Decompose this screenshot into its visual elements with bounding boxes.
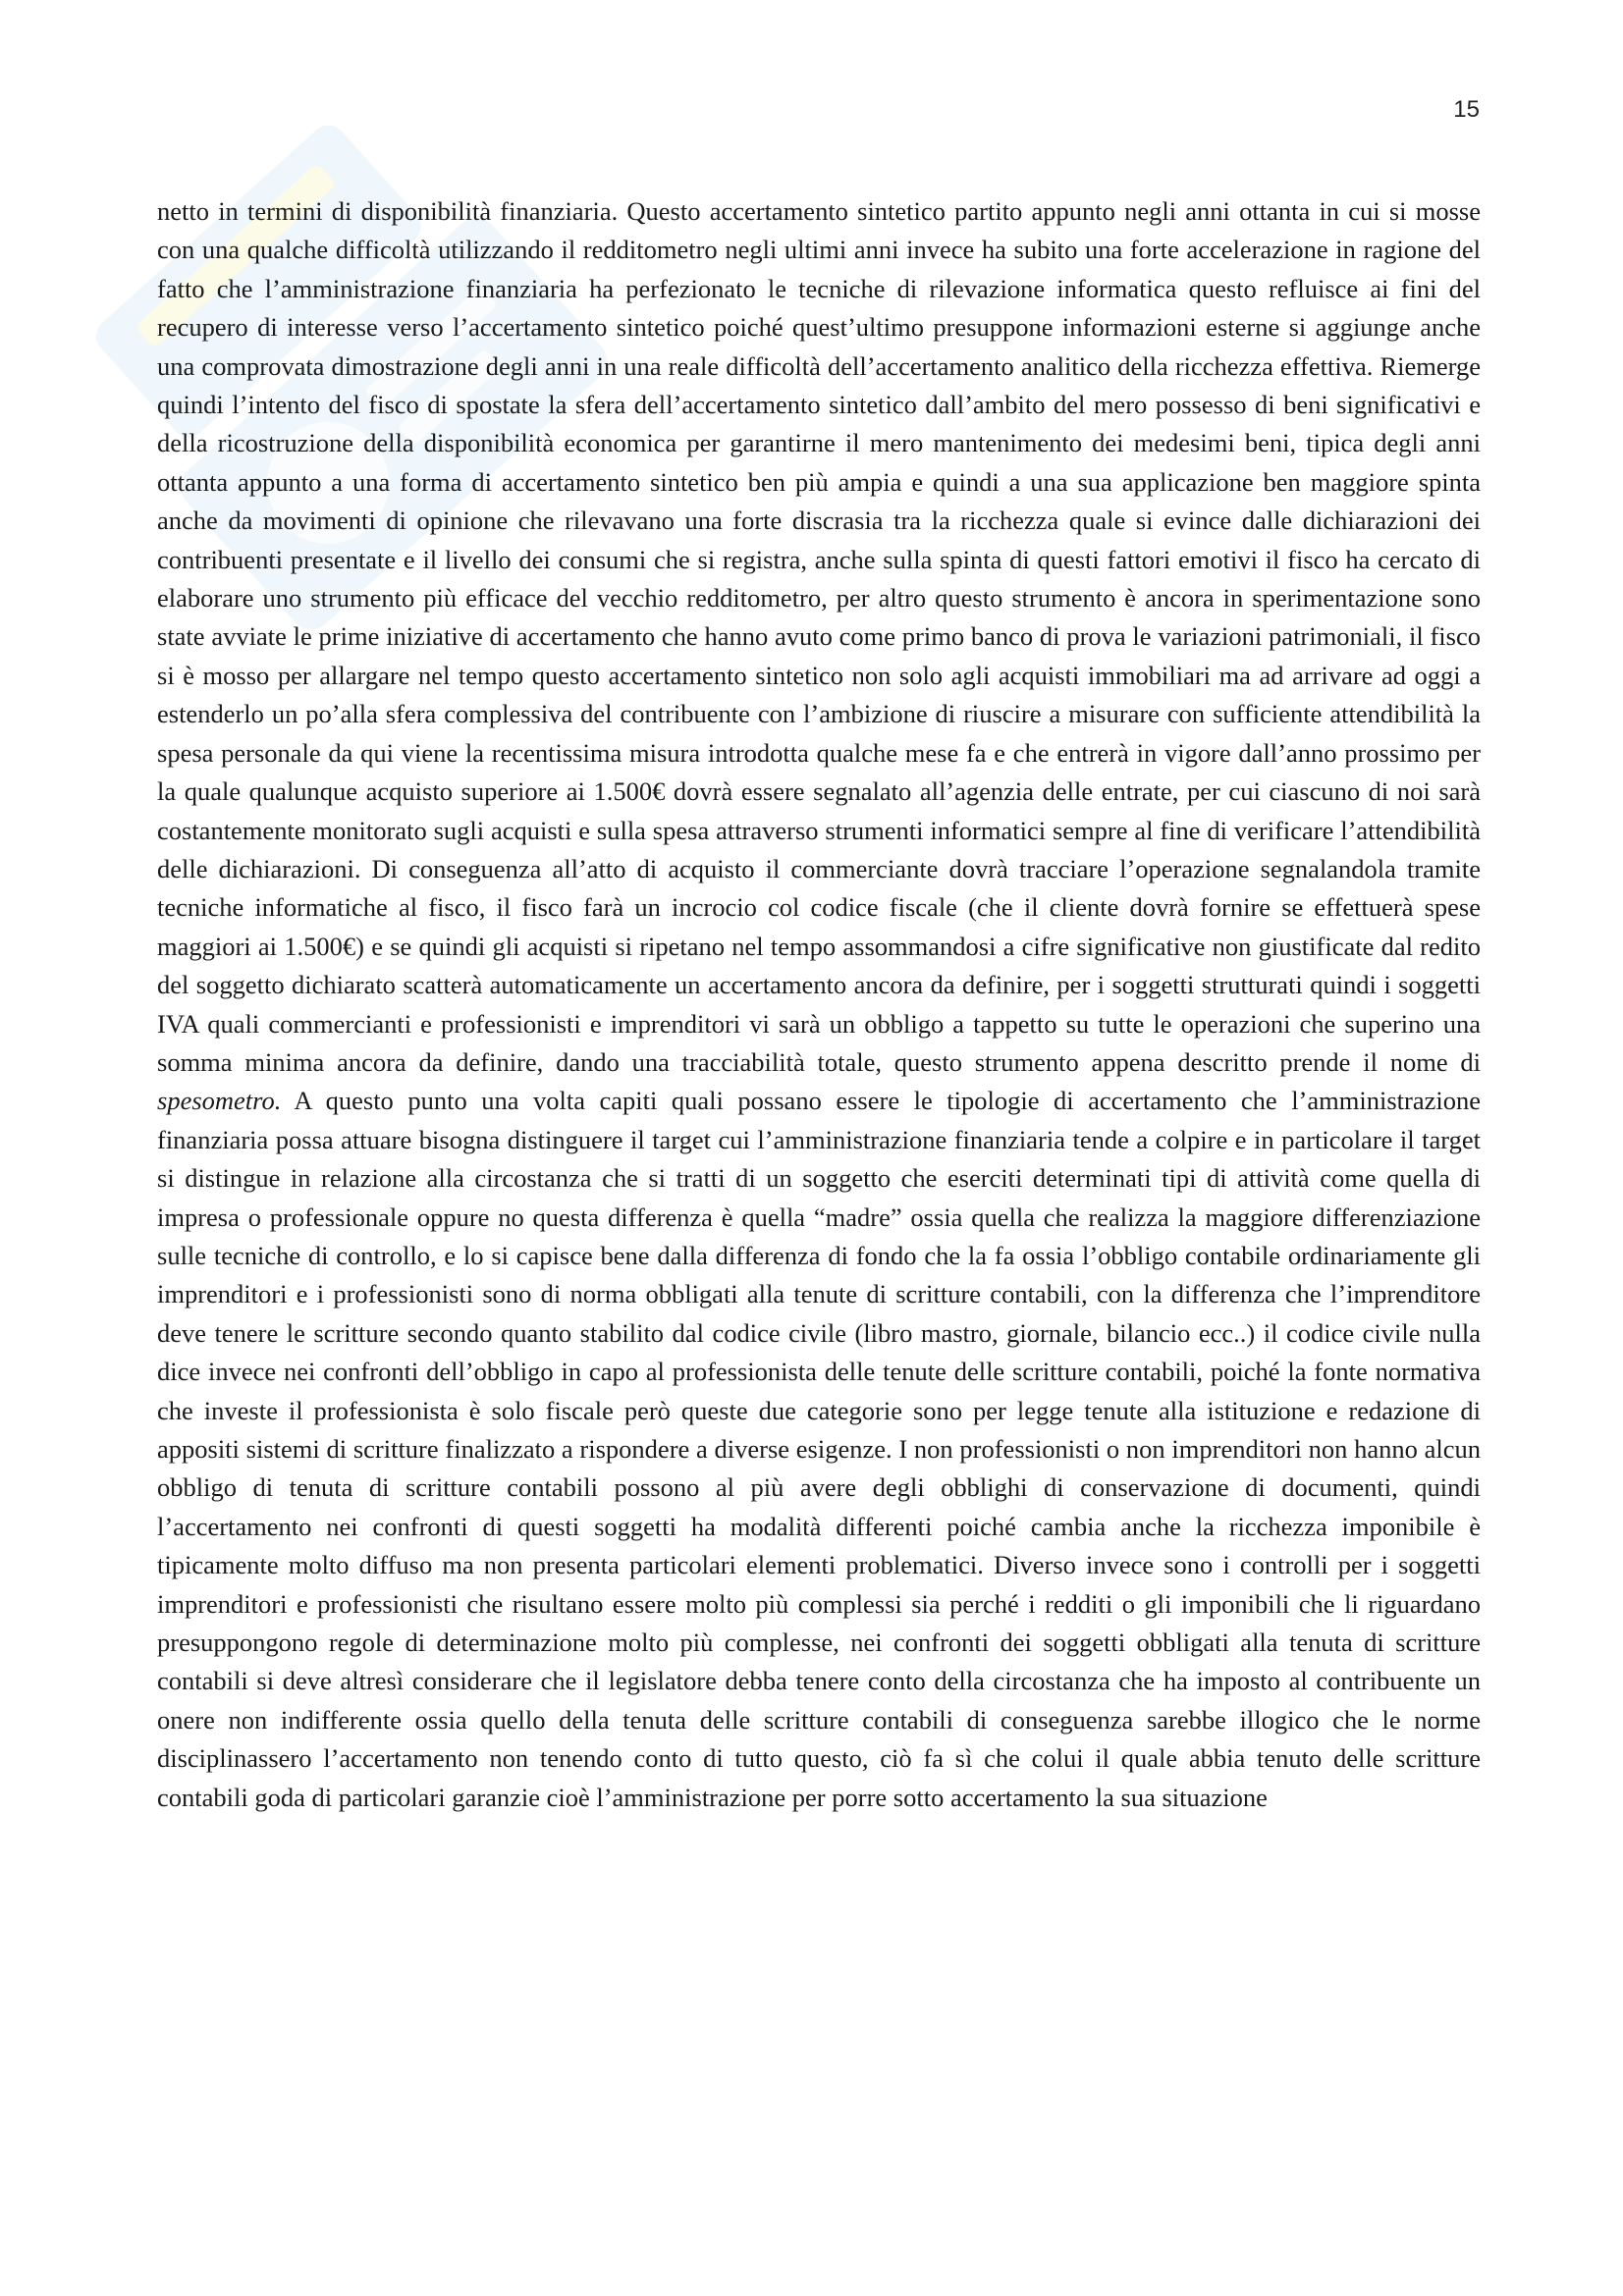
page-number: 15 bbox=[1453, 96, 1480, 123]
body-text-part-1: netto in termini di disponibilità finanziaria. Questo accertamento sintetico partito appunto negli anni ottanta in cui si mosse con una qualche difficoltà utilizzando il redditometro negli ultimi anni invece ha subito una forte accelerazione in ragione del fatto che l’amministrazione finanziaria ha perfezionato le tecniche di rilevazione informatica questo refluisce ai fini del recupero di interesse verso l’accertamento sintetico poiché quest’ultimo presuppone informazioni esterne si aggiunge anche una comprovata dimostrazione degli anni in una reale difficoltà dell’accertamento analitico della ricchezza effettiva. Riemerge quindi l’intento del fisco di spostate la sfera dell’accertamento sintetico dall’ambito del mero possesso di beni significativi e della ricostruzione della disponibilità economica per garantirne il mero mantenimento dei medesimi beni, tipica degli anni ottanta appunto a una forma di accertamento sintetico ben più ampia e quindi a una sua applicazione ben maggiore spinta anche da movimenti di opinione che rilevavano una forte discrasia tra la ricchezza quale si evince dalle dichiarazioni dei contribuenti presentate e il livello dei consumi che si registra, anche sulla spinta di questi fattori emotivi il fisco ha cercato di elaborare uno strumento più efficace del vecchio redditometro, per altro questo strumento è ancora in sperimentazione sono state avviate le prime iniziative di accertamento che hanno avuto come primo banco di prova le variazioni patrimoniali, il fisco si è mosso per allargare nel tempo questo accertamento sintetico non solo agli acquisti immobiliari ma ad arrivare ad oggi a estenderlo un po’alla sfera complessiva del contribuente con l’ambizione di riuscire a misurare con sufficiente attendibilità la spesa personale da qui viene la recentissima misura introdotta qualche mese fa e che entrerà in vigore dall’anno prossimo per la quale qualunque acquisto superiore ai 1.500€ dovrà essere segnalato all’agenzia delle entrate, per cui ciascuno di noi sarà costantemente monitorato sugli acquisti e sulla spesa attraverso strumenti informatici sempre al fine di verificare l’attendibilità delle dichiarazioni. Di conseguenza all’atto di acquisto il commerciante dovrà tracciare l’operazione segnalandola tramite tecniche informatiche al fisco, il fisco farà un incrocio col codice fiscale (che il cliente dovrà fornire se effettuerà spese maggiori ai 1.500€) e se quindi gli acquisti si ripetano nel tempo assommandosi a cifre significative non giustificate dal redito del soggetto dichiarato scatterà automaticamente un accertamento ancora da definire, per i soggetti strutturati quindi i soggetti IVA quali commercianti e professionisti e imprenditori vi sarà un obbligo a tappetto su tutte le operazioni che superino una somma minima ancora da definire, dando una tracciabilità totale, questo strumento appena descritto prende il nome di bbox=[157, 196, 1481, 1077]
body-paragraph bbox=[157, 192, 1481, 1817]
body-text-part-2: A questo punto una volta capiti quali possano essere le tipologie di accertamento che l’amministrazione finanziaria possa attuare bisogna distinguere il target cui l’amministrazione finanziaria tende a colpire e in particolare il target si distingue in relazione alla circostanza che si tratti di un soggetto che eserciti determinati tipi di attività come quella di impresa o professionale oppure no questa differenza è quella “madre” ossia quella che realizza la maggiore differenziazione sulle tecniche di controllo, e lo si capisce bene dalla differenza di fondo che la fa ossia l’obbligo contabile ordinariamente gli imprenditori e i professionisti sono di norma obbligati alla tenute di scritture contabili, con la differenza che l’imprenditore deve tenere le scritture secondo quanto stabilito dal codice civile (libro mastro, giornale, bilancio ecc..) il codice civile nulla dice invece nei confronti dell’obbligo in capo al professionista delle tenute delle scritture contabili, poiché la fonte normativa che investe il professionista è solo fiscale però queste due categorie sono per legge tenute alla istituzione e redazione di appositi sistemi di scritture finalizzato a rispondere a diverse esigenze. I non professionisti o non imprenditori non hanno alcun obbligo di tenuta di scritture contabili possono al più avere degli obblighi di conservazione di documenti, quindi l’accertamento nei confronti di questi soggetti ha modalità differenti poiché cambia anche la ricchezza imponibile è tipicamente molto diffuso ma non presenta particolari elementi problematici. Diverso invece sono i controlli per i soggetti imprenditori e professionisti che risultano essere molto più complessi sia perché i redditi o gli imponibili che li riguardano presuppongono regole di determinazione molto più complesse, nei confronti dei soggetti obbligati alla tenuta di scritture contabili si deve altresì considerare che il legislatore debba tenere conto della circostanza che ha imposto al contribuente un onere non indifferente ossia quello della tenuta delle scritture contabili di conseguenza sarebbe illogico che le norme disciplinassero l’accertamento non tenendo conto di tutto questo, ciò fa sì che colui il quale abbia tenuto delle scritture contabili goda di particolari garanzie cioè l’amministrazione per porre sotto accertamento la sua situazione bbox=[157, 1086, 1481, 1812]
body-text-emphasis: spesometro. bbox=[157, 1086, 282, 1116]
